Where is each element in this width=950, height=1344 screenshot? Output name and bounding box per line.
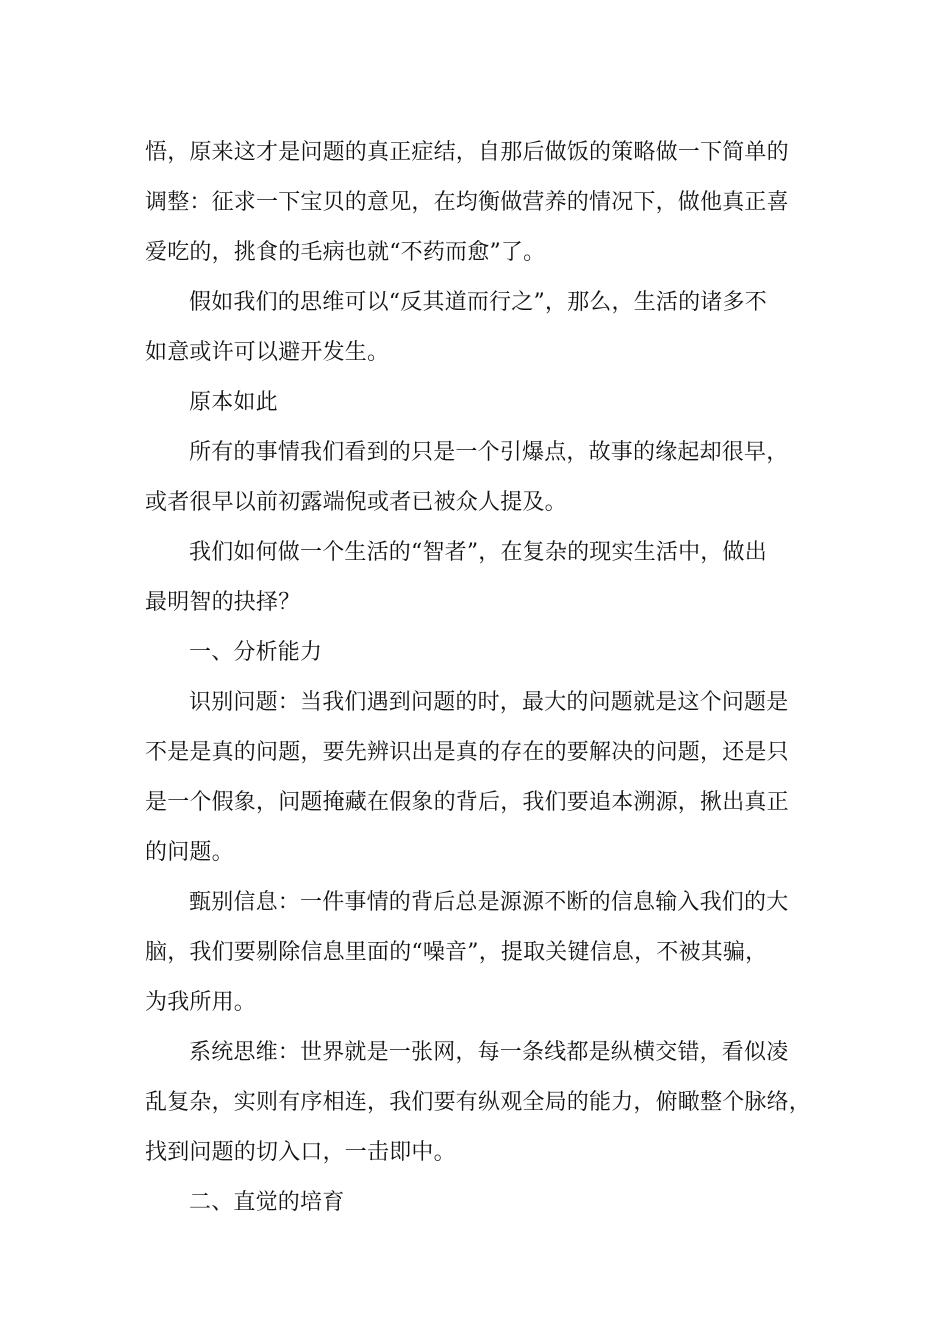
document-body xyxy=(145,128,810,1228)
section-heading: 原本如此 xyxy=(189,390,278,415)
paragraph-start-line: 所有的事情我们看到的只是一个引爆点，故事的缘起却很早， xyxy=(189,440,789,465)
text-line: 是一个假象，问题掩藏在假象的背后，我们要追本溯源，揪出真正 xyxy=(145,790,789,815)
text-line: 为我所用。 xyxy=(145,990,257,1015)
section-heading: 一、分析能力 xyxy=(189,640,323,665)
text-line: 乱复杂，实则有序相连，我们要有纵观全局的能力，俯瞰整个脉络， xyxy=(145,1090,812,1115)
text-line: 调整：征求一下宝贝的意见，在均衡做营养的情况下，做他真正喜 xyxy=(145,190,789,215)
text-line: 悟，原来这才是问题的真正症结，自那后做饭的策略做一下简单的 xyxy=(145,140,789,165)
paragraph-start-line: 系统思维：世界就是一张网，每一条线都是纵横交错，看似凌 xyxy=(189,1040,789,1065)
text-line: 不是是真的问题，要先辨识出是真的存在的要解决的问题，还是只 xyxy=(145,740,789,765)
text-line: 的问题。 xyxy=(145,840,234,865)
paragraph-start-line: 甄别信息：一件事情的背后总是源源不断的信息输入我们的大 xyxy=(189,890,789,915)
text-line: 或者很早以前初露端倪或者已被众人提及。 xyxy=(145,490,567,515)
text-line: 如意或许可以避开发生。 xyxy=(145,340,390,365)
paragraph-start-line: 识别问题：当我们遇到问题的时，最大的问题就是这个问题是 xyxy=(189,690,789,715)
section-heading: 二、直觉的培育 xyxy=(189,1190,345,1215)
paragraph-start-line: 假如我们的思维可以“反其道而行之”，那么，生活的诸多不 xyxy=(189,290,767,315)
text-line: 找到问题的切入口，一击即中。 xyxy=(145,1140,456,1165)
text-line: 脑，我们要剔除信息里面的“噪音”，提取关键信息，不被其骗， xyxy=(145,940,768,965)
text-line: 爱吃的，挑食的毛病也就“不药而愈”了。 xyxy=(145,240,546,265)
text-line: 最明智的抉择？ xyxy=(145,590,301,615)
paragraph-start-line: 我们如何做一个生活的“智者”，在复杂的现实生活中，做出 xyxy=(189,540,767,565)
